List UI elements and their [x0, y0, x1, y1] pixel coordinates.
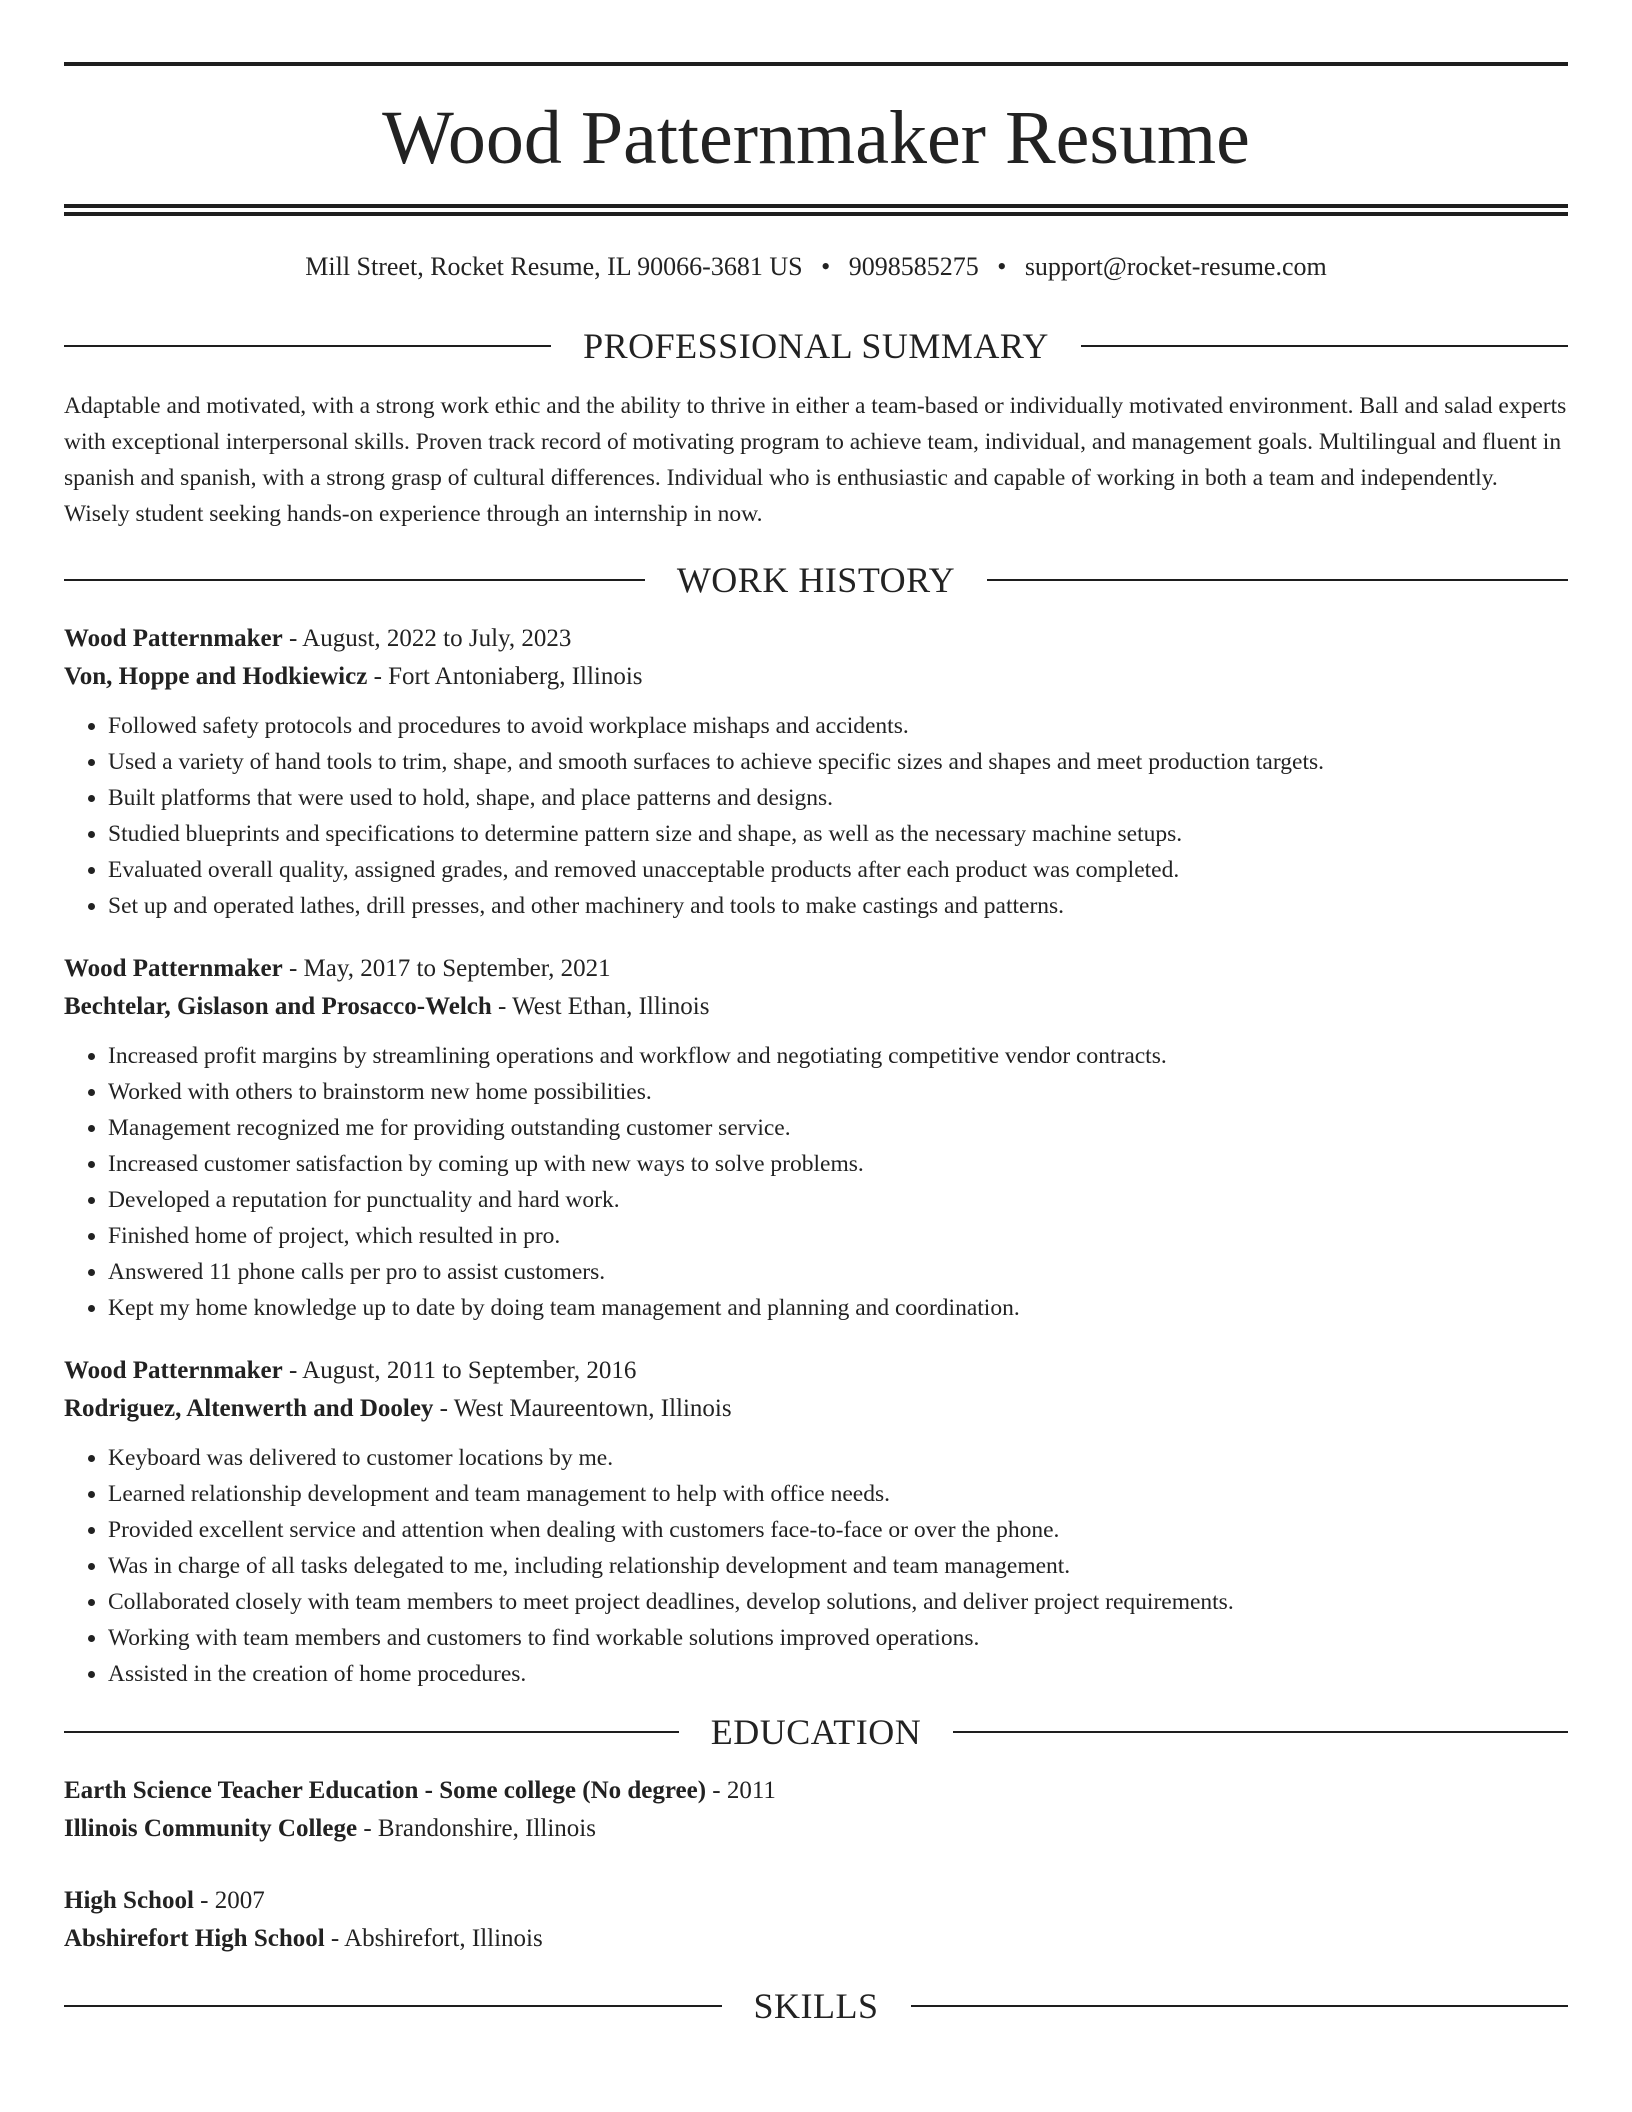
job-title-line — [64, 950, 1568, 988]
list-item: • Provided excellent service and attention when dealing with customers face-to-face or over the phone. — [108, 1512, 1568, 1548]
job-company-line — [64, 1390, 1568, 1428]
list-item: • Working with team members and customers to find workable solutions improved operations. — [108, 1620, 1568, 1656]
heading-rule — [64, 345, 551, 347]
list-item: • Assisted in the creation of home procedures. — [108, 1656, 1568, 1692]
list-item: • Answered 11 phone calls per pro to assist customers. — [108, 1254, 1568, 1290]
education-school-line — [64, 1810, 1568, 1848]
list-item: • Kept my home knowledge up to date by doing team management and planning and coordination. — [108, 1290, 1568, 1326]
education-degree-line — [64, 1772, 1568, 1810]
job-company: Von, Hoppe and Hodkiewicz — [64, 662, 368, 690]
list-item: • Learned relationship development and team management to help with office needs. — [108, 1476, 1568, 1512]
heading-rule — [953, 1731, 1568, 1733]
heading-rule — [1081, 345, 1568, 347]
list-item: • Management recognized me for providing outstanding customer service. — [108, 1110, 1568, 1146]
job-company: Rodriguez, Altenwerth and Dooley — [64, 1394, 434, 1422]
job-bullets — [64, 708, 1568, 924]
job-entry — [64, 950, 1568, 1326]
job-title-line — [64, 1352, 1568, 1390]
contact-phone: 9098585275 — [848, 252, 979, 281]
list-item: • Followed safety protocols and procedures to avoid workplace mishaps and accidents. — [108, 708, 1568, 744]
resume-title: Wood Patternmaker Resume — [382, 96, 1250, 180]
list-item: • Built platforms that were used to hold, shape, and place patterns and designs. — [108, 780, 1568, 816]
education-entry — [64, 1882, 1568, 1958]
section-title: WORK HISTORY — [676, 559, 956, 600]
list-item: • Keyboard was delivered to customer locations by me. — [108, 1440, 1568, 1476]
contact-line — [64, 250, 1568, 284]
education-year: - 2007 — [193, 1886, 265, 1914]
job-entry — [64, 1352, 1568, 1692]
list-item: • Was in charge of all tasks delegated to me, including relationship development and team management. — [108, 1548, 1568, 1584]
contact-separator: • — [821, 252, 831, 281]
heading-rule — [64, 2005, 722, 2007]
list-item: • Collaborated closely with team members to meet project deadlines, develop solutions, and deliver project requirements. — [108, 1584, 1568, 1620]
list-item: • Studied blueprints and specifications to determine pattern size and shape, as well as the necessary machine setups. — [108, 816, 1568, 852]
list-item: • Developed a reputation for punctuality and hard work. — [108, 1182, 1568, 1218]
list-item: • Worked with others to brainstorm new home possibilities. — [108, 1074, 1568, 1110]
education-degree-line — [64, 1882, 1568, 1920]
section-heading-work — [64, 559, 1568, 600]
education-school: Abshirefort High School — [64, 1924, 325, 1952]
list-item: • Increased customer satisfaction by coming up with new ways to solve problems. — [108, 1146, 1568, 1182]
job-title: Wood Patternmaker — [64, 624, 283, 652]
heading-rule — [987, 579, 1568, 581]
job-dates: - August, 2011 to September, 2016 — [282, 1356, 637, 1384]
heading-rule — [64, 1731, 679, 1733]
education-year: - 2011 — [706, 1776, 776, 1804]
education-degree: High School — [64, 1886, 194, 1914]
education-entry — [64, 1772, 1568, 1848]
heading-rule — [64, 579, 645, 581]
top-rule — [64, 62, 1568, 66]
job-dates: - May, 2017 to September, 2021 — [282, 954, 611, 982]
education-location: - Brandonshire, Illinois — [357, 1814, 596, 1842]
job-company-line — [64, 658, 1568, 696]
list-item: • Set up and operated lathes, drill presses, and other machinery and tools to make castings and patterns. — [108, 888, 1568, 924]
section-heading-education — [64, 1711, 1568, 1752]
summary-text: Adaptable and motivated, with a strong work ethic and the ability to thrive in either a team-based or individually motivated environment. Ball and salad experts with exceptional interpersonal skills. Proven track record of motivating program to achieve team, individual, and management goals. Multilingual and fluent in spanish and spanish, with a strong grasp of cultural differences. Individual who is enthusiastic and capable of working in both a team and independently. Wisely student seeking hands-on experience through an internship in now. — [64, 392, 1567, 527]
job-title: Wood Patternmaker — [64, 954, 283, 982]
job-bullets — [64, 1038, 1568, 1326]
job-title-line — [64, 620, 1568, 658]
section-title: EDUCATION — [710, 1711, 922, 1752]
contact-separator: • — [997, 252, 1007, 281]
list-item: • Used a variety of hand tools to trim, shape, and smooth surfaces to achieve specific sizes and shapes and meet production targets. — [108, 744, 1568, 780]
job-bullets — [64, 1440, 1568, 1692]
section-title: SKILLS — [753, 1985, 879, 2026]
contact-email: support@rocket-resume.com — [1024, 252, 1327, 281]
list-item: • Evaluated overall quality, assigned grades, and removed unacceptable products after each product was completed. — [108, 852, 1568, 888]
title-double-rule — [64, 204, 1568, 216]
section-heading-skills — [64, 1985, 1568, 2026]
job-company-line — [64, 988, 1568, 1026]
job-dates: - August, 2022 to July, 2023 — [282, 624, 572, 652]
education-location: - Abshirefort, Illinois — [324, 1924, 543, 1952]
job-location: - Fort Antoniaberg, Illinois — [367, 662, 643, 690]
education-school-line — [64, 1920, 1568, 1958]
resume-page — [64, 62, 1568, 2024]
job-entry — [64, 620, 1568, 924]
contact-address: Mill Street, Rocket Resume, IL 90066-3681 US — [305, 252, 803, 281]
education-school: Illinois Community College — [64, 1814, 358, 1842]
job-location: - West Ethan, Illinois — [491, 992, 710, 1020]
work-history-list — [64, 620, 1568, 1692]
job-company: Bechtelar, Gislason and Prosacco-Welch — [64, 992, 492, 1020]
education-degree: Earth Science Teacher Education - Some college (No degree) — [64, 1776, 707, 1804]
heading-rule — [911, 2005, 1569, 2007]
list-item: • Increased profit margins by streamlining operations and workflow and negotiating competitive vendor contracts. — [108, 1038, 1568, 1074]
job-title: Wood Patternmaker — [64, 1356, 283, 1384]
job-location: - West Maureentown, Illinois — [433, 1394, 732, 1422]
section-title: PROFESSIONAL SUMMARY — [583, 325, 1049, 366]
list-item: • Finished home of project, which resulted in pro. — [108, 1218, 1568, 1254]
section-heading-summary — [64, 325, 1568, 366]
